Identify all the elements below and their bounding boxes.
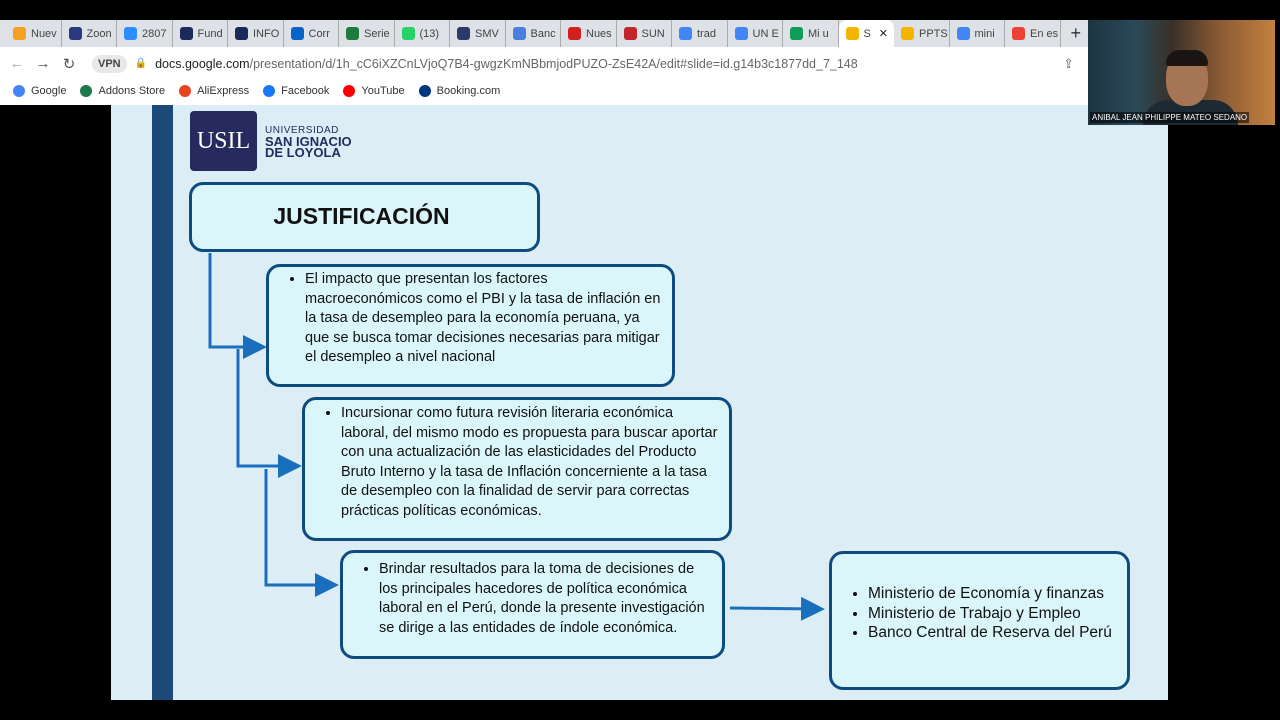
tab[interactable] xyxy=(450,20,506,47)
tab[interactable] xyxy=(728,20,784,47)
bookmark-icon xyxy=(13,85,25,97)
tab-favicon-icon xyxy=(513,27,526,40)
tab-favicon-icon xyxy=(69,27,82,40)
bullet-text: • El impacto que presentan los factores macroeconómicos como el PBI y la tasa de inflación en la tasa de desempleo para la economía peruana, ya que se busca tomar decisiones necesarias para mitigar el desempleo a nivel nacional xyxy=(305,270,664,368)
tab-label: Mi u xyxy=(808,27,829,40)
lock-icon: 🔒 xyxy=(134,58,148,69)
person-hair xyxy=(1166,50,1208,66)
tab[interactable] xyxy=(561,20,617,47)
tab[interactable] xyxy=(617,20,673,47)
webcam-video xyxy=(1088,20,1275,125)
participant-name: ANIBAL JEAN PHILIPPE MATEO SEDANO xyxy=(1092,113,1248,122)
tab-favicon-icon xyxy=(846,27,859,40)
tab-label: mini xyxy=(974,27,995,40)
bookmark-icon xyxy=(263,85,275,97)
entities-box xyxy=(829,551,1130,690)
tab-label: En es xyxy=(1030,27,1059,40)
tab-label: PPTS xyxy=(919,27,948,40)
tab-label: INFO xyxy=(253,27,280,40)
address-bar xyxy=(0,47,1088,80)
justification-box-3 xyxy=(340,550,725,659)
tab-favicon-icon xyxy=(13,27,26,40)
tab[interactable] xyxy=(284,20,340,47)
tab[interactable] xyxy=(672,20,728,47)
entity-item: • Ministerio de Economía y finanzas xyxy=(868,584,1119,604)
tab-label: SMV xyxy=(475,27,499,40)
tab-favicon-icon xyxy=(124,27,137,40)
entity-item: • Ministerio de Trabajo y Empleo xyxy=(868,604,1119,624)
bookmark-icon xyxy=(419,85,431,97)
tab-favicon-icon xyxy=(568,27,581,40)
tab[interactable] xyxy=(6,20,62,47)
bookmark-label: Addons Store xyxy=(98,84,166,97)
tab[interactable] xyxy=(783,20,839,47)
bullet-text: • Brindar resultados para la toma de decisiones de los principales hacedores de política económica laboral en el Perú, donde la presente investigación se dirige a las entidades de índole económica. xyxy=(379,560,714,638)
back-icon[interactable]: ← xyxy=(9,55,25,72)
tab[interactable] xyxy=(894,20,950,47)
bookmark-label: Facebook xyxy=(281,84,330,97)
arrow-4 xyxy=(730,608,819,609)
tab-favicon-icon xyxy=(235,27,248,40)
bookmark-label: Booking.com xyxy=(436,84,501,97)
forward-icon[interactable]: → xyxy=(35,55,51,72)
logo-line2: SAN IGNACIO xyxy=(265,134,352,149)
reload-icon[interactable]: ↻ xyxy=(62,55,76,73)
tab[interactable] xyxy=(395,20,451,47)
tab-favicon-icon xyxy=(735,27,748,40)
title-box xyxy=(189,182,540,252)
tab-favicon-icon xyxy=(1012,27,1025,40)
tab-label: UN E xyxy=(752,27,779,40)
tab-favicon-icon xyxy=(346,27,359,40)
tab-label: trad xyxy=(697,27,716,40)
tab-label: Zoon xyxy=(86,27,112,40)
tab[interactable] xyxy=(839,20,895,47)
share-icon[interactable]: ⇪ xyxy=(1063,55,1074,71)
tab[interactable] xyxy=(339,20,395,47)
tab-favicon-icon xyxy=(957,27,970,40)
logo-mark: USIL xyxy=(196,127,251,154)
new-tab-button[interactable]: + xyxy=(1070,23,1082,43)
tab[interactable] xyxy=(173,20,229,47)
justification-box-2 xyxy=(302,397,732,541)
logo-line1: UNIVERSIDAD xyxy=(265,125,339,136)
tab-bar xyxy=(0,20,1088,47)
tab-label: Nuev xyxy=(31,27,57,40)
tab-label: Banc xyxy=(530,27,556,40)
justification-box-1 xyxy=(266,264,675,387)
tab-label: (13) xyxy=(419,27,440,40)
tab-favicon-icon xyxy=(790,27,803,40)
slide-title: JUSTIFICACIÓN xyxy=(273,203,450,230)
tab-favicon-icon xyxy=(624,27,637,40)
bookmark-icon xyxy=(343,85,355,97)
tab-favicon-icon xyxy=(901,27,914,40)
entity-item: • Banco Central de Reserva del Perú xyxy=(868,623,1119,643)
bookmark-label: Google xyxy=(31,84,67,97)
bookmark-label: AliExpress xyxy=(197,84,250,97)
bookmark[interactable] xyxy=(179,85,249,97)
tab-favicon-icon xyxy=(679,27,692,40)
tab-label: Corr xyxy=(308,27,330,40)
tab-favicon-icon xyxy=(291,27,304,40)
tab-label: 2807 xyxy=(142,27,167,40)
bookmark[interactable] xyxy=(419,85,501,97)
vpn-button[interactable]: VPN xyxy=(92,55,127,73)
tab[interactable] xyxy=(506,20,562,47)
logo-line3: DE LOYOLA xyxy=(265,145,341,160)
bookmark[interactable] xyxy=(13,85,66,97)
tab[interactable] xyxy=(62,20,118,47)
url-domain: docs.google.com xyxy=(155,56,250,71)
url-input[interactable] xyxy=(155,57,858,71)
tab[interactable] xyxy=(1005,20,1061,47)
tab-label: SUN xyxy=(641,27,665,40)
slide xyxy=(111,105,1168,700)
tab[interactable] xyxy=(117,20,173,47)
arrow-1 xyxy=(210,253,261,347)
tab[interactable] xyxy=(950,20,1006,47)
bookmark-icon xyxy=(80,85,92,97)
bookmark[interactable] xyxy=(263,85,329,97)
tab-label: Serie xyxy=(364,27,390,40)
bookmark[interactable] xyxy=(80,85,165,97)
tab[interactable] xyxy=(228,20,284,47)
bookmark[interactable] xyxy=(343,85,404,97)
bookmarks-bar xyxy=(0,80,1088,101)
tab-favicon-icon xyxy=(457,27,470,40)
tab-label: Nues xyxy=(586,27,612,40)
tab-label: Fund xyxy=(197,27,223,40)
tab-favicon-icon xyxy=(180,27,193,40)
url-path: /presentation/d/1h_cC6iXZCnLVjoQ7B4-gwgzKmNBbmjodPUZO-ZsE42A/edit#slide=id.g14b3c1877dd_7_148 xyxy=(249,56,858,71)
bookmark-icon xyxy=(179,85,191,97)
tab-label: S xyxy=(863,27,871,40)
bullet-text: • Incursionar como futura revisión literaria económica laboral, del mismo modo es propuesta para buscar aportar con una actualización de las elasticidades del Producto Bruto Interno y la tasa de Inflación concerniente a la tasa de desempleo con la finalidad de servir para correctas prácticas políticas económicas. xyxy=(341,404,721,521)
tab-favicon-icon xyxy=(402,27,415,40)
bookmark-label: YouTube xyxy=(361,84,405,97)
close-tab-icon[interactable]: ✕ xyxy=(878,28,888,40)
